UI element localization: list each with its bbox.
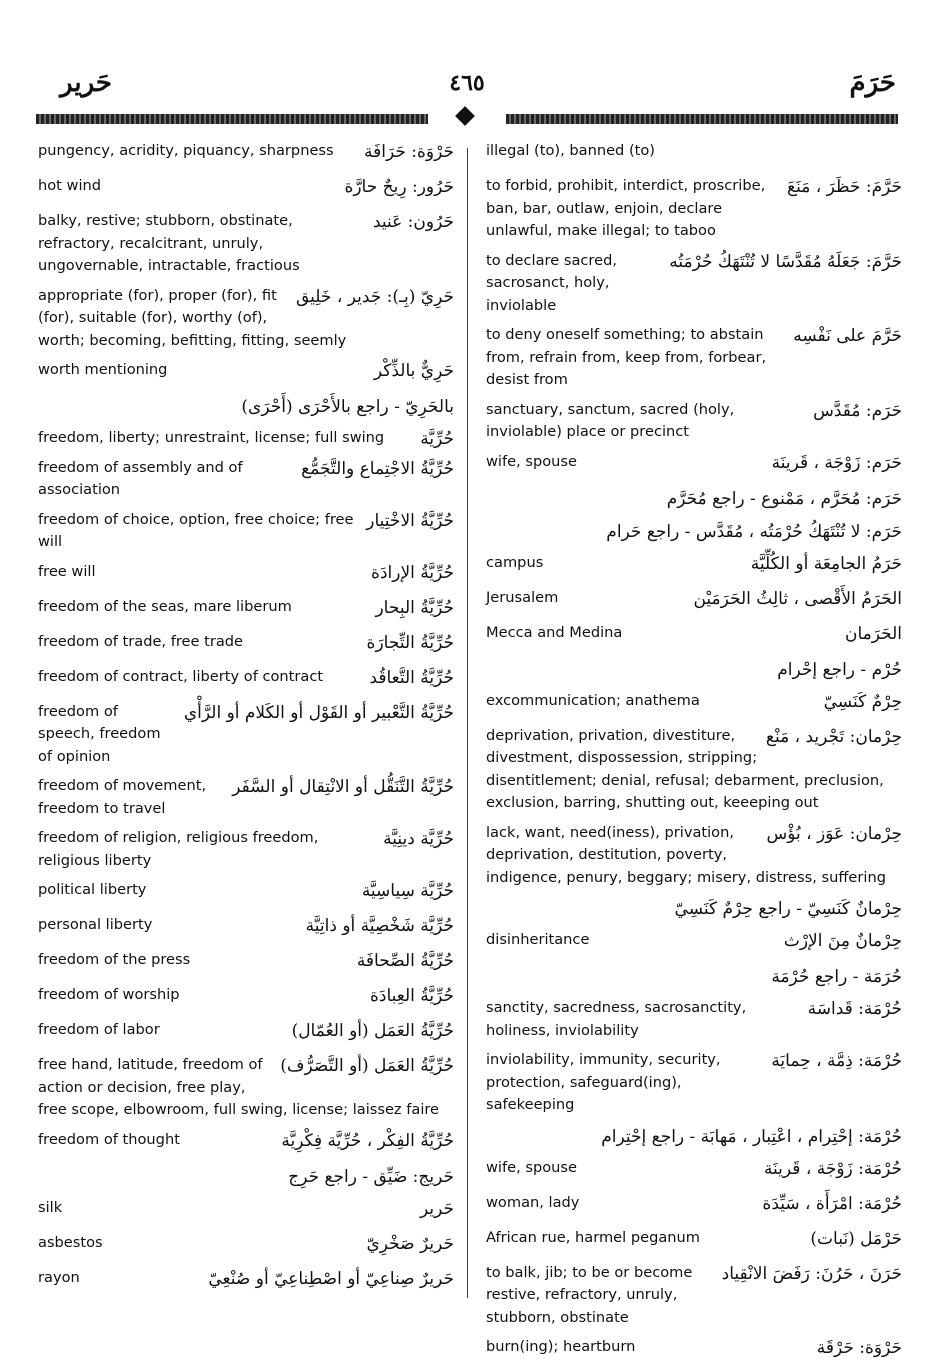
arabic-headword: حَرِيٌّ بالذِّكْر <box>366 359 454 383</box>
dictionary-entry <box>38 596 454 624</box>
arabic-headword: حُرِّيَّةُ الصِّحافَة <box>349 949 454 973</box>
arabic-headword: حُرِّيَّةُ العَمَل (أو التَّصَرُّف) <box>272 1054 454 1078</box>
arabic-headword: الحَرَمان <box>837 622 902 646</box>
dictionary-entry <box>486 1227 902 1255</box>
arabic-headword: حَرُون: عَنيد <box>365 210 454 234</box>
dictionary-entry <box>486 451 902 479</box>
arabic-headword: حِرْمٌ كَنَسِيّ <box>816 690 902 714</box>
english-definition: Jerusalem <box>486 588 559 606</box>
dictionary-entry <box>38 1197 454 1225</box>
dictionary-crossref-entry: حِرْمانٌ كَنَسِيّ - راجع حِرْمٌ كَنَسِيّ <box>674 899 902 919</box>
dictionary-entry <box>38 509 454 554</box>
english-definition: freedom of labor <box>38 1021 160 1038</box>
dictionary-entry <box>486 1049 902 1117</box>
english-definition: balky, restive; stubborn, obstinate, refractory, recalcitrant, unruly, ungovernable, intractable, fractious <box>38 212 300 274</box>
dictionary-entry <box>486 140 902 168</box>
arabic-headword: حُرِّيَّة <box>412 427 454 451</box>
arabic-headword: حُرِّيَّةُ التَّعاقُد <box>361 666 454 690</box>
arabic-headword: حُرْمَة: زَوْجَة ، قَرينَة <box>756 1157 902 1181</box>
arabic-headword: حُرِّيَّةُ التَّعْبير أو القَوْل أو الكَلام أو الرَّأْي <box>176 701 454 725</box>
dictionary-crossref-entry: بالحَرِيّ - راجع بالأَحْرَى (أَحْرَى) <box>241 397 454 417</box>
english-definition: burn(ing); heartburn <box>486 1338 636 1355</box>
dictionary-entry <box>38 701 454 769</box>
arabic-headword: حَرْوَة: حَرَافَة <box>356 140 454 164</box>
english-definition: freedom of movement, freedom to travel <box>38 777 207 817</box>
dictionary-entry <box>486 929 902 957</box>
dictionary-entry <box>486 725 902 815</box>
arabic-headword: حُرِّيَّةُ الإرادَة <box>363 561 454 585</box>
dictionary-entry <box>486 250 902 318</box>
dictionary-entry <box>38 561 454 589</box>
english-definition: to balk, jib; to be or become restive, refractory, unruly, stubborn, obstinate <box>486 1263 693 1326</box>
english-definition: freedom of choice, option, free choice; free will <box>38 510 354 550</box>
dictionary-entry <box>486 399 902 444</box>
dictionary-entry <box>38 631 454 659</box>
dictionary-entry <box>486 175 902 243</box>
dictionary-entry <box>38 210 454 278</box>
guide-word-left: حَرير <box>60 68 112 98</box>
english-definition: political liberty <box>38 881 147 898</box>
arabic-headword: حِرْمان: عَوَز ، بُؤْس <box>759 822 903 846</box>
arabic-headword: حَريرٌ صَخْرِيّ <box>359 1232 455 1256</box>
arabic-headword: حَرَمُ الجامِعَة أو الكُلِّيَّة <box>743 552 902 576</box>
english-definition: Mecca and Medina <box>486 623 623 641</box>
english-definition: rayon <box>38 1268 80 1286</box>
dictionary-entry <box>38 1054 454 1122</box>
arabic-headword: حَرَّمَ على نَفْسِه <box>785 324 902 348</box>
english-definition: to declare sacred, sacrosanct, holy, inviolable <box>486 251 617 314</box>
dictionary-entry <box>38 827 454 872</box>
page-number: ٤٦٥ <box>449 70 485 96</box>
column-divider <box>467 148 468 1298</box>
dictionary-entry <box>38 1019 454 1047</box>
english-definition: deprivation, privation, divestiture, divestment, dispossession, stripping; disentitlement; denial, refusal; debarment, preclusion, exclusion, barring, shutting out, keeeping out <box>486 726 884 811</box>
dictionary-entry <box>38 914 454 942</box>
arabic-headword: حَرَنَ ، حَرُنَ: رَفَضَ الانْقِياد <box>714 1262 902 1286</box>
dictionary-entry <box>38 285 454 353</box>
arabic-headword: حُرِّيَّة سِياسِيَّة <box>354 879 454 903</box>
english-definition: disinheritance <box>486 931 590 948</box>
dictionary-entry <box>38 984 454 1012</box>
english-definition: freedom of trade, free trade <box>38 632 244 650</box>
arabic-headword: حَرِيّ (بِـ): جَدير ، خَلِيق <box>288 285 454 309</box>
dictionary-entry <box>38 140 454 168</box>
header-rule-left <box>36 114 428 124</box>
dictionary-entry <box>486 1192 902 1220</box>
arabic-headword: حِرْمان: تَجْريد ، مَنْع <box>758 725 902 749</box>
dictionary-crossref-entry: حَرَم: مُحَرَّم ، مَمْنوع - راجع مُحَرَّم <box>666 488 902 509</box>
arabic-headword: حَرَم: زَوْجَة ، قَرينَة <box>764 451 902 475</box>
english-definition: excommunication; anathema <box>486 691 700 709</box>
english-definition: to forbid, prohibit, interdict, proscribe, ban, bar, outlaw, enjoin, declare unlawful, make illegal; to taboo <box>486 177 766 239</box>
english-definition: inviolability, immunity, security, protection, safeguard(ing), safekeeping <box>486 1051 721 1113</box>
arabic-headword: حِرْمانٌ مِنَ الإرْث <box>776 929 902 953</box>
english-definition: sanctuary, sanctum, sacred (holy, inviolable) place or precinct <box>486 400 735 440</box>
arabic-headword: حَرُور: رِيحٌ حارَّة <box>336 175 454 199</box>
dictionary-entry <box>38 359 454 387</box>
english-definition: freedom of contract, liberty of contract <box>38 667 324 685</box>
dictionary-entry <box>486 1262 902 1330</box>
english-definition: illegal (to), banned (to) <box>486 142 655 159</box>
dictionary-entry <box>38 457 454 502</box>
english-definition: freedom of worship <box>38 986 180 1003</box>
dictionary-entry <box>38 427 454 450</box>
dictionary-entry <box>38 1232 454 1260</box>
header-diamond-ornament <box>455 106 475 126</box>
right-column <box>486 140 902 1358</box>
arabic-headword: حُرِّيَّةُ الفِكْر ، حُرِّيَّة فِكْرِيَّة <box>273 1129 454 1153</box>
arabic-headword: حُرِّيَّةُ البِحار <box>367 596 454 620</box>
dictionary-entry <box>486 822 902 890</box>
arabic-headword: حُرِّيَّة شَخْصِيَّة أو ذاتِيَّة <box>298 914 454 938</box>
dictionary-entry <box>486 997 902 1042</box>
arabic-headword: حُرِّيَّةُ التَّنَقُّل أو الانْتِقال أو السَّفَر <box>224 775 454 799</box>
english-definition: freedom of religion, religious freedom, religious liberty <box>38 829 319 869</box>
arabic-headword: حُرْمَة: قَداسَة <box>800 997 902 1021</box>
arabic-headword: حُرْمَة: امْرَأَة ، سَيِّدَة <box>754 1192 902 1216</box>
arabic-headword: حَريرٌ صِناعِيّ أو اصْطِناعِيّ أو صُنْعِيّ <box>200 1267 454 1291</box>
arabic-headword: حَرَّمَ: جَعَلَهُ مُقَدَّسًا لا تُنْتَهَكُ حُرْمَتُه <box>661 250 902 274</box>
english-definition: lack, want, need(iness), privation, deprivation, destitution, poverty, indigence, penury, beggary; misery, distress, suffering <box>486 823 886 886</box>
arabic-headword: حَرَّمَ: حَظَرَ ، مَنَعَ <box>779 175 902 199</box>
dictionary-entry <box>38 775 454 820</box>
arabic-headword: الحَرَمُ الأَقْصى ، ثالِثُ الحَرَمَيْن <box>685 587 902 611</box>
english-definition: freedom of the press <box>38 951 191 968</box>
english-definition: hot wind <box>38 177 102 194</box>
guide-word-right: حَرَمَ <box>849 68 896 98</box>
dictionary-entry <box>486 690 902 718</box>
arabic-headword: حُرِّيَّة دينِيَّة <box>375 827 454 851</box>
english-definition: worth mentioning <box>38 361 168 378</box>
english-definition: free will <box>38 562 96 580</box>
english-definition: woman, lady <box>486 1193 580 1211</box>
dictionary-entry <box>486 1336 902 1364</box>
left-column <box>38 140 454 1300</box>
english-definition: African rue, harmel peganum <box>486 1228 701 1246</box>
english-definition: freedom, liberty; unrestraint, license; full swing <box>38 429 385 446</box>
english-definition: freedom of thought <box>38 1130 180 1148</box>
arabic-headword: حَرير <box>412 1197 454 1221</box>
dictionary-entry <box>38 175 454 203</box>
dictionary-entry <box>486 324 902 392</box>
english-definition: sanctity, sacredness, sacrosanctity, holiness, inviolability <box>486 999 747 1039</box>
dictionary-entry <box>38 949 454 977</box>
dictionary-crossref-entry: حُرَمَة - راجع حُرْمَة <box>771 967 902 987</box>
english-definition: asbestos <box>38 1233 103 1251</box>
arabic-headword: حُرِّيَّةُ العِبادَة <box>362 984 454 1008</box>
dictionary-entry <box>486 622 902 650</box>
arabic-headword: حَرَم: مُقَدَّس <box>805 399 902 423</box>
english-definition: to deny oneself something; to abstain from, refrain from, keep from, forbear, desist from <box>486 326 767 388</box>
english-definition: free hand, latitude, freedom of action or decision, free play, free scope, elbowroom, full swing, license; laissez faire <box>38 1056 440 1118</box>
english-definition: freedom of speech, freedom of opinion <box>38 702 161 765</box>
dictionary-entry <box>486 552 902 580</box>
dictionary-crossref-entry: حُرْم - راجع إحْرام <box>777 659 902 680</box>
arabic-headword: حُرِّيَّةُ الاجْتِماع والتَّجَمُّع <box>293 457 454 481</box>
arabic-headword: حُرِّيَّةُ العَمَل (أو العُمّال) <box>284 1019 454 1043</box>
dictionary-crossref-entry: حُرْمَة: إحْتِرام ، اعْتِبار ، مَهابَة - راجع إحْتِرام <box>601 1126 902 1147</box>
arabic-headword: حُرْمَة: ذِمَّة ، حِمايَة <box>763 1049 902 1073</box>
arabic-headword: حُرِّيَّةُ التِّجارَة <box>359 631 454 655</box>
english-definition: freedom of assembly and of association <box>38 458 243 498</box>
english-definition: wife, spouse <box>486 452 578 470</box>
dictionary-crossref-entry: حَريج: ضَيِّق - راجع حَرِج <box>288 1166 454 1187</box>
dictionary-entry <box>38 1129 454 1157</box>
dictionary-entry <box>486 587 902 615</box>
dictionary-entry <box>486 1157 902 1185</box>
english-definition: wife, spouse <box>486 1158 578 1176</box>
dictionary-entry <box>38 666 454 694</box>
english-definition: pungency, acridity, piquancy, sharpness <box>38 142 334 159</box>
english-definition: appropriate (for), proper (for), fit (for), suitable (for), worthy (of), worth; becoming, befitting, fitting, seemly <box>38 286 347 349</box>
english-definition: personal liberty <box>38 916 153 933</box>
dictionary-entry <box>38 879 454 907</box>
english-definition: silk <box>38 1198 63 1216</box>
dictionary-crossref-entry: حَرَم: لا تُنْتَهَكُ حُرْمَتُه ، مُقَدَّس - راجع حَرام <box>606 521 902 542</box>
arabic-headword: حَرْوَة: حَرْقَة <box>809 1336 902 1360</box>
header-rule-right <box>506 114 898 124</box>
english-definition: freedom of the seas, mare liberum <box>38 597 292 615</box>
arabic-headword: حَرْمَل (نَبات) <box>802 1227 902 1251</box>
arabic-headword: حُرِّيَّةُ الاخْتِيار <box>358 509 454 533</box>
english-definition: campus <box>486 553 544 571</box>
dictionary-entry <box>38 1267 454 1295</box>
